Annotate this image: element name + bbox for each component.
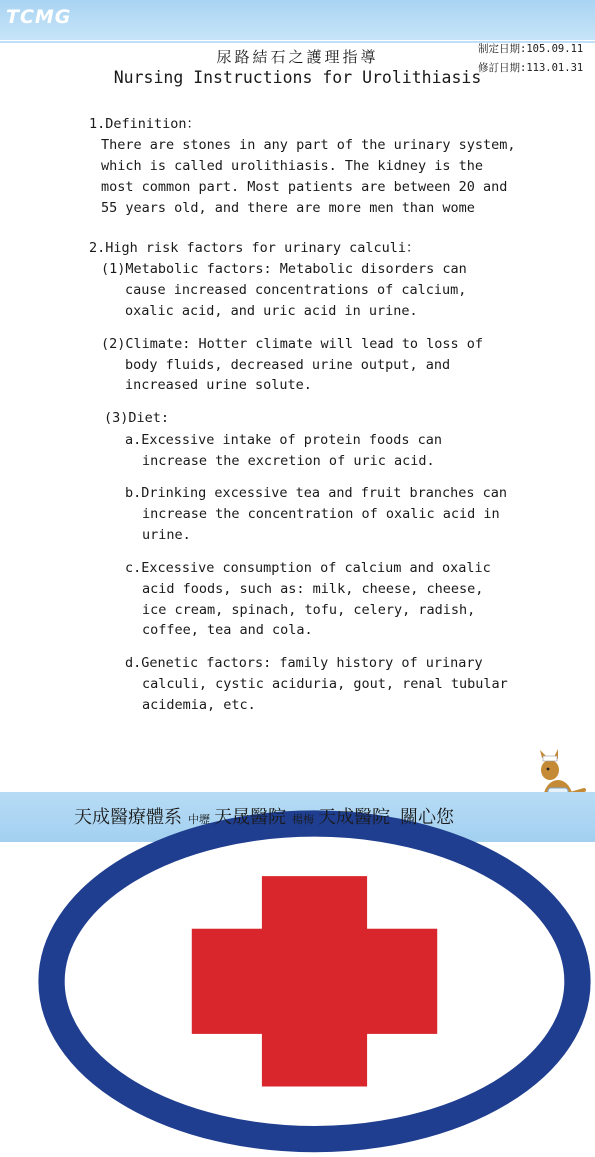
location-zhongli: 中壢 (188, 813, 210, 826)
diet-item-c-line: coffee, tea and cola. (142, 622, 313, 638)
climate-line: body fluids, decreased urine output, and (125, 357, 451, 373)
group-name: 天成醫療體系 (74, 807, 182, 828)
climate-line: increased urine solute. (125, 377, 312, 393)
metabolic-line: cause increased concentrations of calcium, (125, 282, 467, 298)
diet-item-c-line: ice cream, spinach, tofu, celery, radish, (142, 602, 476, 618)
header-bar (0, 0, 595, 40)
definition-line: 55 years old, and there are more men than wome (101, 200, 475, 216)
date-created: 制定日期:105.09.11 (478, 43, 584, 55)
date-revised: 修訂日期:113.01.31 (478, 62, 584, 74)
hospital-cross-logo-icon (34, 806, 595, 1157)
diet-heading: (3)Diet: (104, 410, 170, 426)
diet-item-d-line: calculi, cystic aciduria, gout, renal tubular (142, 676, 508, 692)
location-yangmei: 楊梅 (292, 813, 314, 826)
diet-item-d-line: acidemia, etc. (142, 697, 256, 713)
diet-item-a: a.Excessive intake of protein foods can (125, 432, 442, 448)
definition-line: most common part. Most patients are between 20 and (101, 179, 508, 195)
diet-item-b: b.Drinking excessive tea and fruit branches can (125, 485, 508, 501)
title-english: Nursing Instructions for Urolithiasis (113, 68, 482, 87)
footer-brand (74, 803, 454, 829)
definition-line: which is called urolithiasis. The kidney is the (101, 158, 484, 174)
diet-item-c: c.Excessive consumption of calcium and oxalic (125, 560, 491, 576)
diet-item-d: d.Genetic factors: family history of urinary (125, 655, 483, 671)
footer-slogan: 關心您 (400, 807, 454, 828)
definition-line: There are stones in any part of the urinary system, (101, 137, 516, 153)
diet-item-c-line: acid foods, such as: milk, cheese, cheese, (142, 581, 484, 597)
section-risk-factors-heading: 2.High risk factors for urinary calculi： (89, 240, 420, 256)
diet-item-a-line: increase the excretion of uric acid. (142, 453, 435, 469)
diet-item-b-line: urine. (142, 527, 191, 543)
metabolic-line: (1)Metabolic factors: Metabolic disorders can (101, 261, 467, 277)
title-chinese: 尿路結石之護理指導 (216, 48, 379, 66)
metabolic-line: oxalic acid, and uric acid in urine. (125, 303, 418, 319)
climate-line: (2)Climate: Hotter climate will lead to loss of (101, 336, 484, 352)
section-definition-heading: 1.Definition： (89, 116, 201, 132)
tcmg-logo: TCMG (6, 6, 72, 28)
hospital-tiansheng: 天晟醫院 (214, 807, 286, 828)
document-dates (478, 40, 583, 78)
hospital-tiancheng: 天成醫院 (318, 807, 390, 828)
diet-item-b-line: increase the concentration of oxalic acid in (142, 506, 500, 522)
